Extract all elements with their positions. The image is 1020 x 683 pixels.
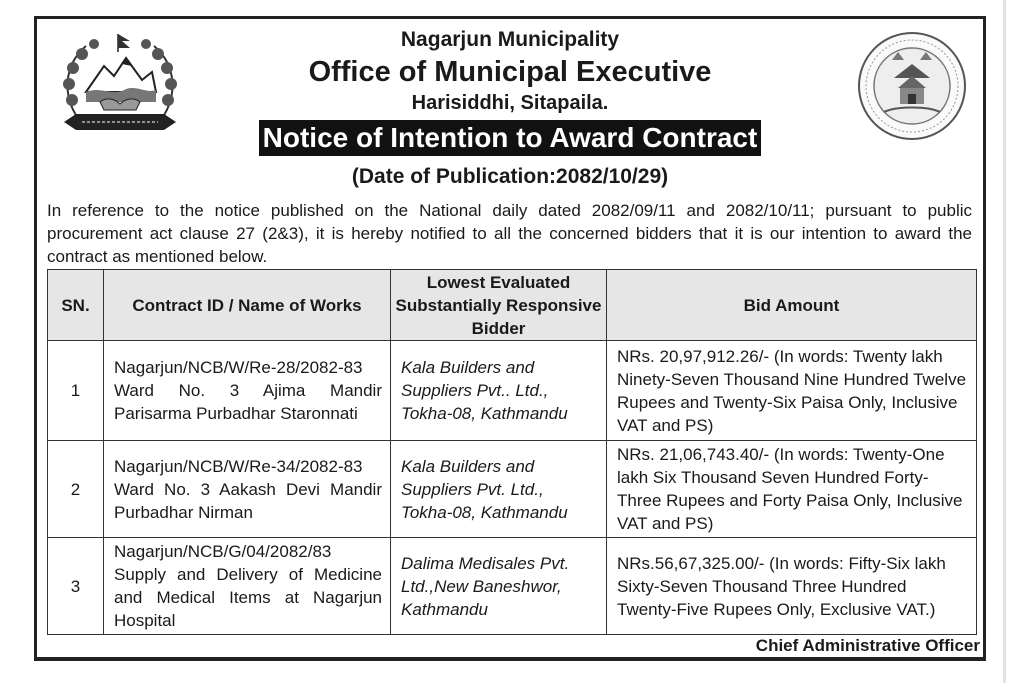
work-name: Supply and Delivery of Medicine and Medical Items at Nagarjun Hospital: [114, 565, 382, 630]
row-bidder: Kala Builders and Suppliers Pvt. Ltd., Tokha-08, Kathmandu: [391, 441, 607, 538]
publication-date: (Date of Publication:2082/10/29): [351, 165, 669, 188]
header-bidder: Lowest Evaluated Substantially Responsive Bidder: [391, 270, 607, 341]
row-work: [104, 341, 391, 441]
row-bidder: Kala Builders and Suppliers Pvt.. Ltd., Tokha-08, Kathmandu: [391, 341, 607, 441]
work-name: Ward No. 3 Aakash Devi Mandir Purbadhar Nirman: [114, 479, 382, 522]
contract-id: Nagarjun/NCB/W/Re-34/2082-83: [114, 456, 363, 476]
row-sn: 1: [48, 341, 104, 441]
signatory-title: Chief Administrative Officer: [755, 636, 980, 655]
work-name: Ward No. 3 Ajima Mandir Parisarma Purbadhar Staronnati: [114, 381, 382, 423]
notice-title-banner: Notice of Intention to Award Contract: [259, 120, 762, 156]
row-sn: 3: [48, 538, 104, 635]
row-sn: 2: [48, 441, 104, 538]
row-work: [104, 538, 391, 635]
row-work: [104, 441, 391, 538]
header-amount: Bid Amount: [607, 270, 977, 341]
table-row: [48, 441, 977, 538]
contract-id: Nagarjun/NCB/G/04/2082/83: [114, 542, 332, 561]
table-row: [48, 538, 977, 635]
row-amount: NRs. 21,06,743.40/- (In words: Twenty-One lakh Six Thousand Seven Hundred Forty-Three Rupees and Forty Paisa Only, Inclusive VAT and PS): [607, 441, 977, 538]
table-header-row: [48, 270, 977, 341]
intro-paragraph: In reference to the notice published on the National daily dated 2082/09/11 and 2082/10/11; pursuant to public procurement act clause 27 (2&3), it is hereby notified to all the concerned bidders that it is our intention to award the contract as mentioned below.: [47, 201, 972, 266]
office-address: Harisiddhi, Sitapaila.: [411, 92, 609, 114]
header-sn: SN.: [48, 270, 104, 341]
office-name: Office of Municipal Executive: [308, 56, 712, 88]
municipality-name: Nagarjun Municipality: [400, 28, 620, 51]
row-amount: NRs.56,67,325.00/- (In words: Fifty-Six lakh Sixty-Seven Thousand Three Hundred Twenty-Five Rupees Only, Exclusive VAT.): [607, 538, 977, 635]
header-work: Contract ID / Name of Works: [104, 270, 391, 341]
contract-id: Nagarjun/NCB/W/Re-28/2082-83: [114, 358, 363, 377]
row-amount: NRs. 20,97,912.26/- (In words: Twenty lakh Ninety-Seven Thousand Nine Hundred Twelve Rupees and Twenty-Six Paisa Only, Inclusive VAT and PS): [607, 341, 977, 441]
row-bidder: Dalima Medisales Pvt. Ltd.,New Baneshwor, Kathmandu: [391, 538, 607, 635]
award-table: [47, 269, 977, 635]
table-row: [48, 341, 977, 441]
